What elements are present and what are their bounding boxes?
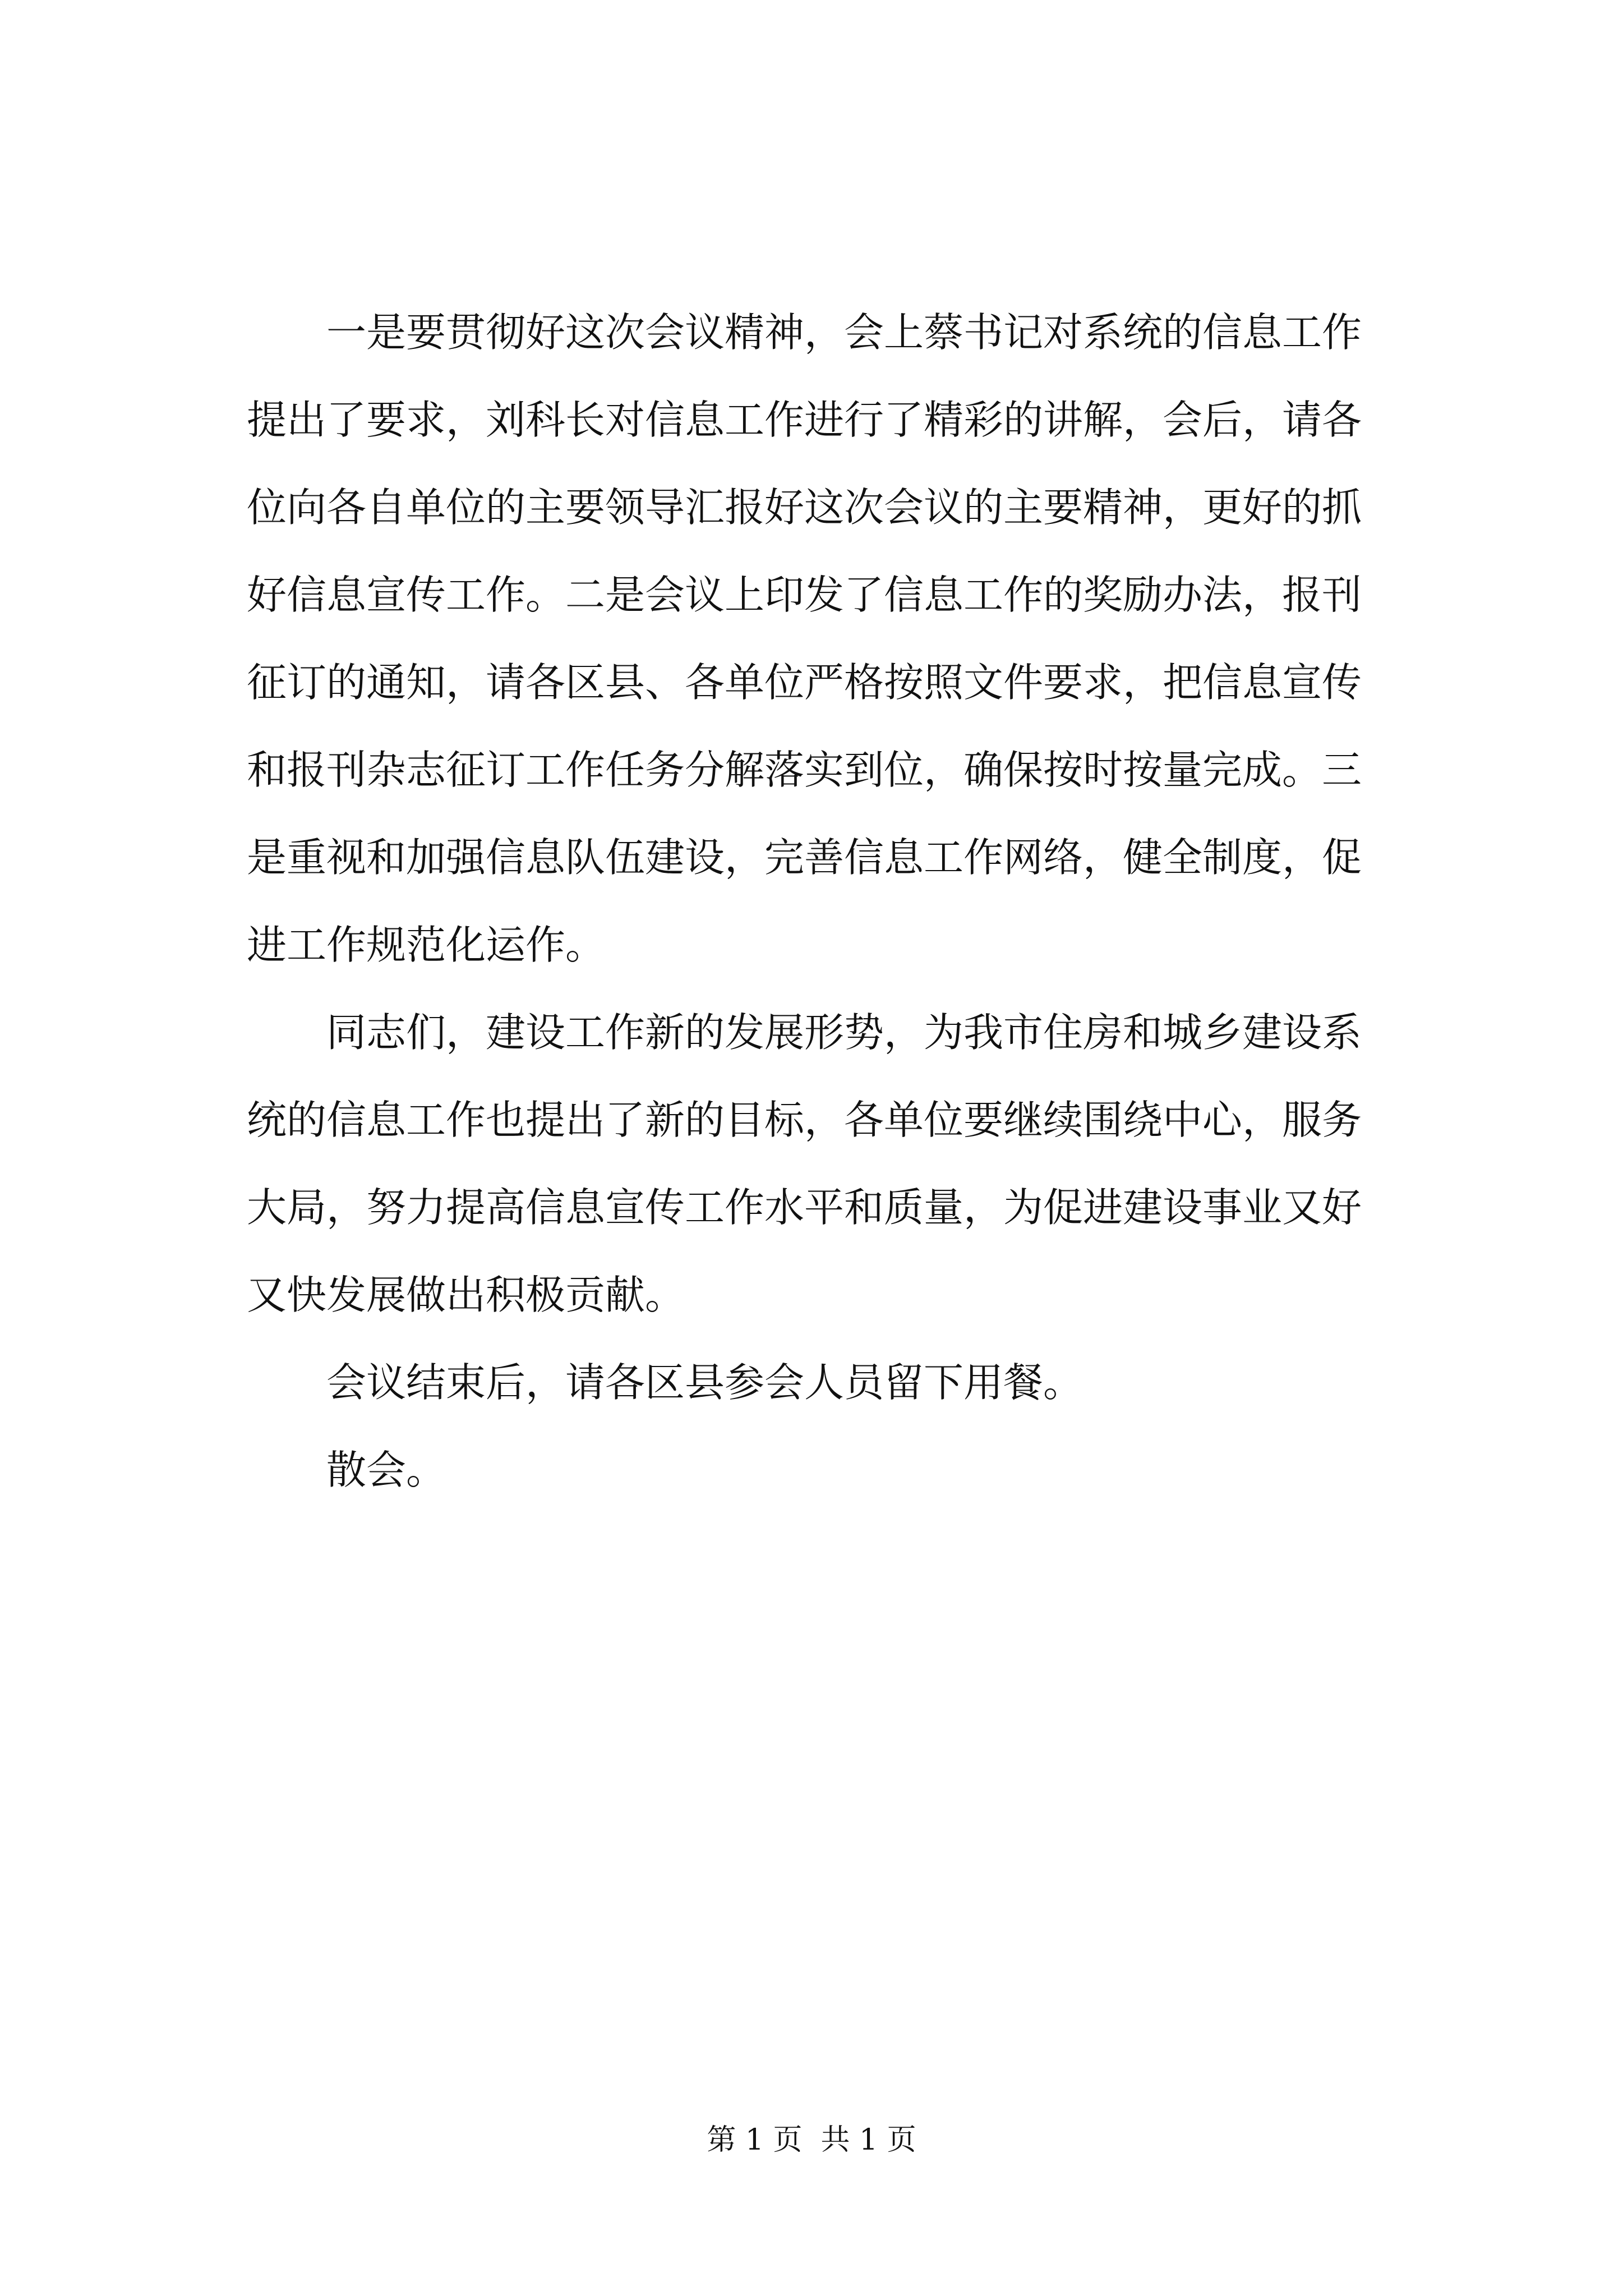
paragraph-2 — [247, 989, 1426, 1339]
text-line: 好信息宣传工作。二是会议上印发了信息工作的奖励办法，报刊 — [247, 572, 1362, 618]
text-line: 征订的通知，请各区县、各单位严格按照文件要求，把信息宣传 — [247, 659, 1362, 706]
paragraph-3 — [247, 1339, 1426, 1427]
text-line: 提出了要求，刘科长对信息工作进行了精彩的讲解，会后，请各 — [247, 397, 1362, 443]
text-line: 会议结束后，请各区县参会人员留下用餐。 — [326, 1359, 1083, 1406]
document-body — [247, 289, 1426, 1514]
text-line: 和报刊杂志征订工作任务分解落实到位，确保按时按量完成。三 — [247, 747, 1362, 793]
text-line: 位向各自单位的主要领导汇报好这次会议的主要精神，更好的抓 — [247, 484, 1362, 531]
text-line: 是重视和加强信息队伍建设，完善信息工作网络，健全制度，促 — [247, 834, 1362, 881]
text-line: 进工作规范化运作。 — [247, 922, 606, 968]
paragraph-1 — [247, 289, 1426, 989]
page-footer: 第 1 页 共 1 页 — [707, 2123, 916, 2157]
text-line: 大局，努力提高信息宣传工作水平和质量，为促进建设事业又好 — [247, 1184, 1362, 1231]
text-line: 统的信息工作也提出了新的目标，各单位要继续围绕中心，服务 — [247, 1097, 1362, 1143]
text-line: 一是要贯彻好这次会议精神，会上蔡书记对系统的信息工作 — [326, 309, 1362, 356]
text-line: 同志们，建设工作新的发展形势，为我市住房和城乡建设系 — [326, 1009, 1362, 1056]
paragraph-4 — [247, 1427, 1426, 1514]
text-line: 散会。 — [326, 1447, 446, 1493]
text-line: 又快发展做出积极贡献。 — [247, 1272, 685, 1318]
